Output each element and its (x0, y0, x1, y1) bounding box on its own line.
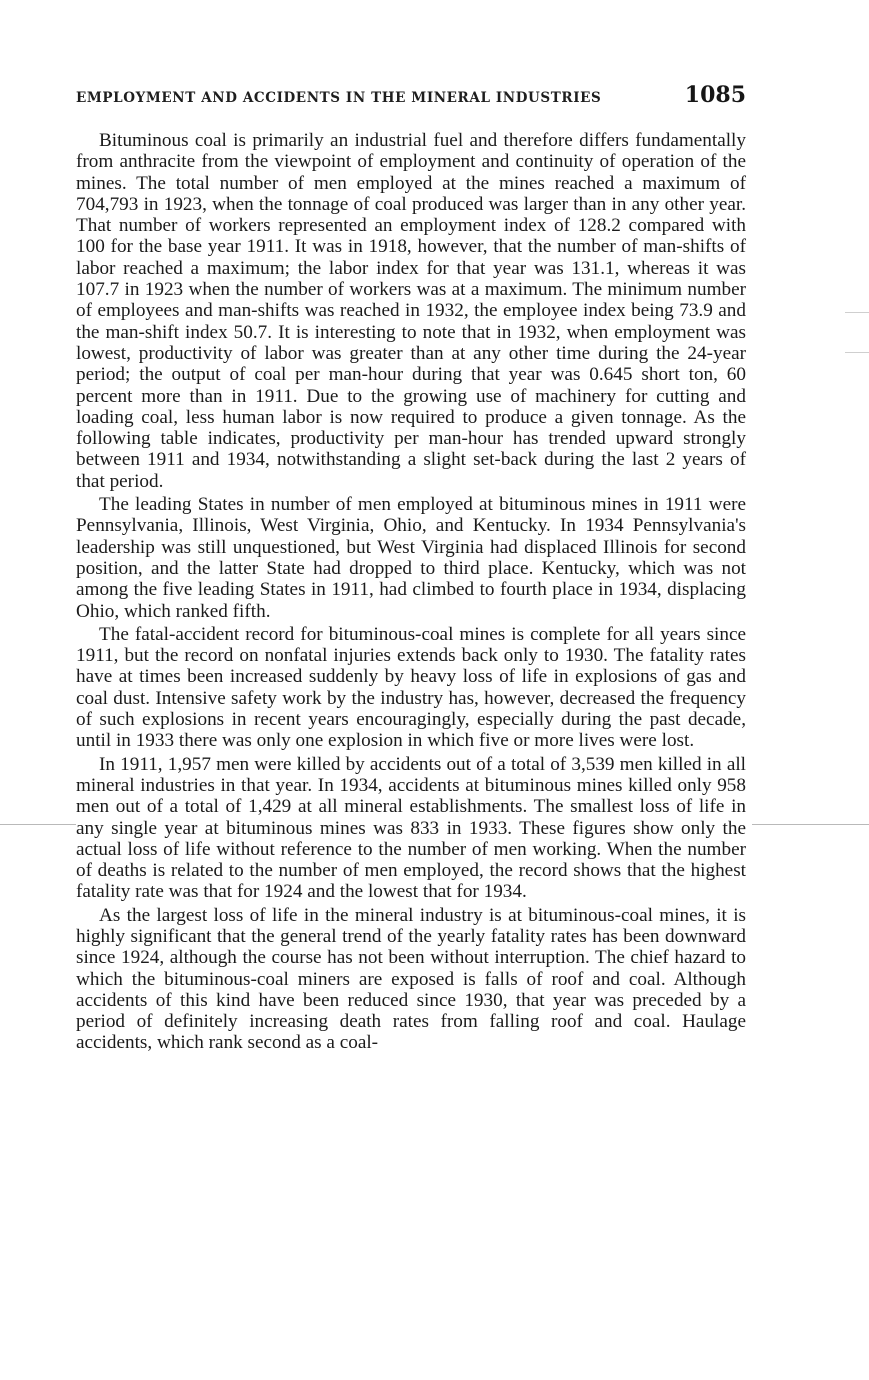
paragraph-fatality-trend: As the largest loss of life in the mineral industry is at bituminous-coal mines, it is highly significant that the general trend of the yearly fatality rates has been downward since 1924, although the course has not been without interruption. The chief hazard to which the bituminous-coal miners are exposed is falls of roof and coal. Although accidents of this kind have been reduced since 1930, that year was preceded by a period of definitely increasing death rates from falling roof and coal. Haulage accidents, which rank second as a coal- (76, 904, 746, 1054)
paragraph-fatal-accident-record: The fatal-accident record for bituminous-coal mines is complete for all years since 1911, but the record on nonfatal injuries extends back only to 1930. The fatality rates have at times been increased suddenly by heavy loss of life in explosions of gas and coal dust. Intensive safety work by the industry has, however, decreased the frequency of such explosions in recent years encouragingly, especially during the past decade, until in 1933 there was only one explosion in which five or more lives were lost. (76, 623, 746, 752)
paragraph-employment: Bituminous coal is primarily an industrial fuel and therefore differs fundamentally from anthracite from the viewpoint of employment and continuity of operation of the mines. The total number of men employed at the mines reached a maximum of 704,793 in 1923, when the tonnage of coal produced was larger than in any other year. That number of workers represented an employment index of 128.2 compared with 100 for the base year 1911. It was in 1918, however, that the number of man-shifts of labor reached a maximum; the labor index for that year was 131.1, whereas it was 107.7 in 1923 when the number of workers was at a maximum. The minimum number of employees and man-shifts was reached in 1932, the employee index being 73.9 and the man-shift index 50.7. It is interesting to note that in 1932, when employment was lowest, productivity of labor was greater than at any other time during the 24-year period; the output of coal per man-hour during that year was 0.645 short ton, 60 percent more than in 1911. Due to the growing use of machinery for cutting and loading coal, less human labor is now required to produce a given tonnage. As the following table indicates, productivity per man-hour has trended upward strongly between 1911 and 1934, notwithstanding a slight set-back during the last 2 years of that period. (76, 130, 746, 492)
scan-edge-mark (845, 312, 869, 313)
running-head (76, 82, 746, 108)
page-number: 1085 (684, 82, 746, 108)
running-title: EMPLOYMENT AND ACCIDENTS IN THE MINERAL INDUSTRIES (76, 90, 602, 106)
body-text (76, 130, 746, 1054)
document-page (76, 82, 746, 1054)
paragraph-leading-states: The leading States in number of men employed at bituminous mines in 1911 were Pennsylvania, Illinois, West Virginia, Ohio, and Kentucky. In 1934 Pennsylvania's leadership was still unquestioned, but West Virginia had displaced Illinois for second position, and the latter State had dropped to third place. Kentucky, which was not among the five leading States in 1911, had climbed to fourth place in 1934, displacing Ohio, which ranked fifth. (76, 494, 746, 622)
paragraph-deaths-1911-1934: In 1911, 1,957 men were killed by accidents out of a total of 3,539 men killed in all mineral industries in that year. In 1934, accidents at bituminous mines killed only 958 men out of a total of 1,429 at all mineral establishments. The smallest loss of life in any single year at bituminous mines was 833 in 1933. These figures show only the actual loss of life without reference to the number of men working. When the number of deaths is related to the number of men employed, the record shows that the highest fatality rate was that for 1924 and the lowest that for 1934. (76, 753, 746, 903)
scan-rule-left (0, 824, 76, 825)
scan-rule-right (752, 824, 869, 825)
scan-edge-mark (845, 352, 869, 353)
